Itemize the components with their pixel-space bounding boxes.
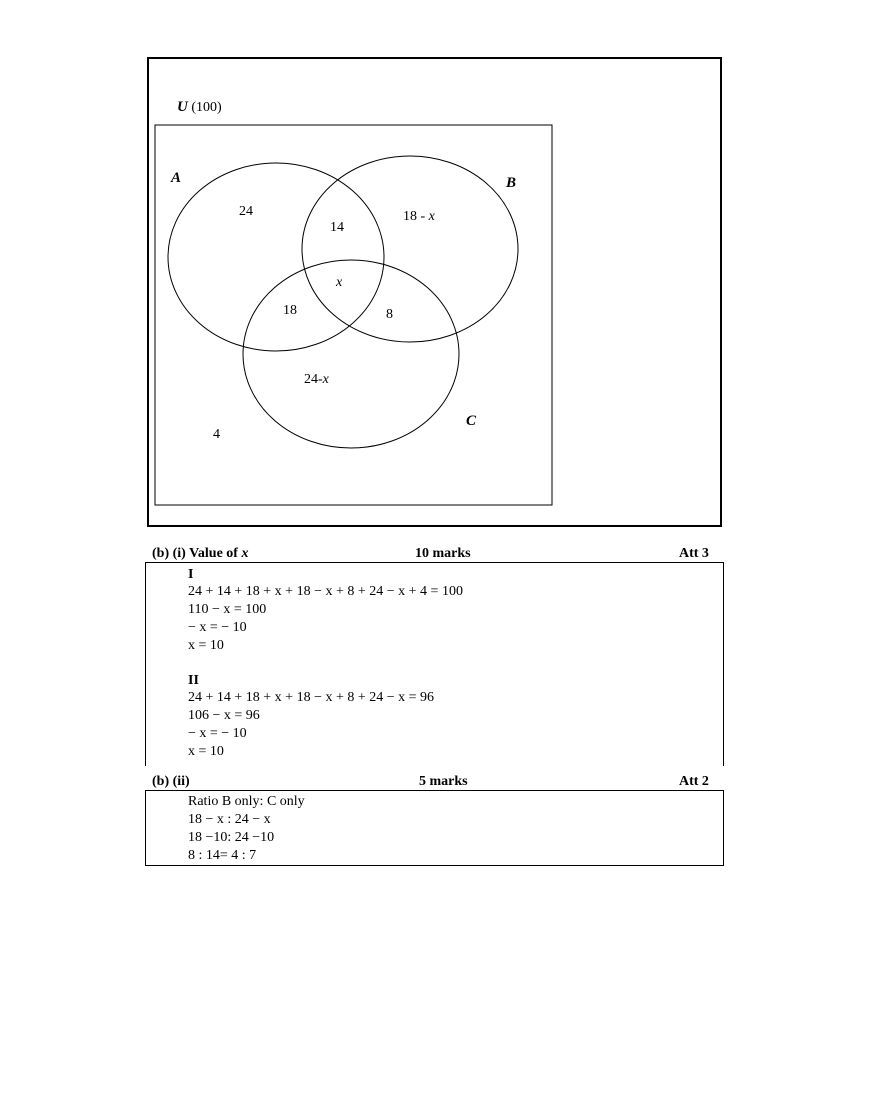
region-c-only-value: 24- [304, 372, 323, 387]
universe-label [177, 100, 222, 115]
part-b-i-attempt: Att 3 [679, 546, 709, 561]
ratio-line: 18 − x : 24 − x [188, 812, 271, 827]
part-b-ii-solution-box [145, 790, 724, 866]
part-b-i-solution-box [145, 562, 724, 766]
region-center: x [336, 275, 343, 290]
part-b-i-title-text: (b) (i) Value of [152, 546, 242, 561]
part-b-ii-attempt: Att 2 [679, 774, 709, 789]
method-2-line: x = 10 [188, 744, 224, 759]
set-b-label: B [506, 175, 517, 191]
set-c-circle [243, 260, 459, 448]
ratio-line: Ratio B only: C only [188, 794, 305, 809]
part-b-i-marks: 10 marks [415, 546, 471, 561]
method-1-line: − x = − 10 [188, 620, 247, 635]
universe-symbol: U [177, 99, 188, 115]
region-c-only [304, 373, 329, 387]
region-a-and-c: 18 [283, 303, 297, 318]
method-2-line: 106 − x = 96 [188, 708, 260, 723]
region-a-only: 24 [239, 204, 253, 219]
set-a-circle [168, 163, 384, 351]
set-c-label: C [466, 413, 477, 429]
method-2-line: 24 + 14 + 18 + x + 18 − x + 8 + 24 − x = 96 [188, 690, 435, 705]
method-2-title: II [188, 673, 199, 688]
region-b-only-value: 18 - [403, 209, 429, 224]
part-b-i-title-variable: x [241, 546, 249, 561]
venn-diagram-frame [147, 57, 722, 527]
method-1-line: x = 10 [188, 638, 224, 653]
part-b-i-title [152, 546, 248, 562]
part-b-ii-marks: 5 marks [419, 774, 468, 789]
universe-count: (100) [191, 100, 222, 115]
region-b-only-variable: x [428, 209, 435, 224]
region-c-only-variable: x [322, 372, 329, 387]
region-b-only [403, 210, 435, 224]
method-2-line: − x = − 10 [188, 726, 247, 741]
method-1-line: 24 + 14 + 18 + x + 18 − x + 8 + 24 − x + 4 = 100 [188, 584, 463, 599]
venn-diagram [149, 59, 720, 525]
part-b-ii-title: (b) (ii) [152, 774, 190, 789]
set-b-circle [302, 156, 518, 342]
method-1-line: 110 − x = 100 [188, 602, 267, 617]
region-outside: 4 [213, 427, 220, 442]
ratio-line: 8 : 14= 4 : 7 [188, 848, 257, 863]
region-b-and-c: 8 [386, 307, 393, 322]
region-a-and-b: 14 [330, 220, 344, 235]
method-1-title: I [188, 567, 194, 582]
ratio-line: 18 −10: 24 −10 [188, 830, 275, 845]
set-a-label: A [171, 170, 182, 186]
